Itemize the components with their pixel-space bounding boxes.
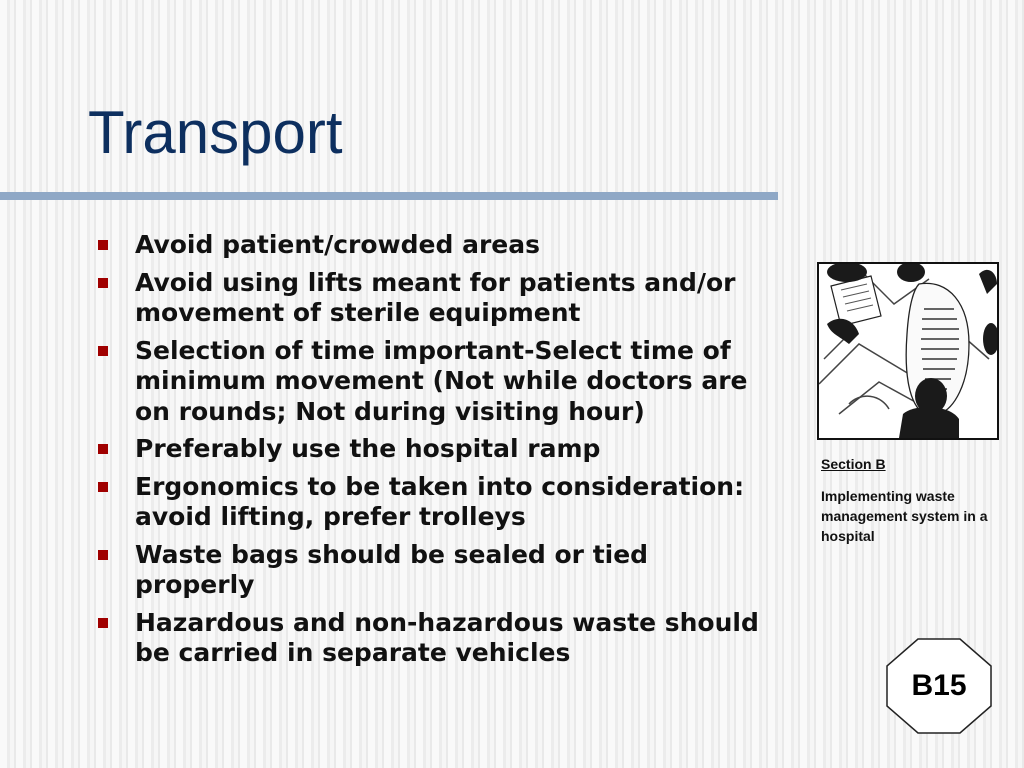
section-description: Implementing waste management system in a hospital — [821, 488, 988, 544]
list-item — [95, 540, 775, 601]
bullet-marker-icon — [98, 550, 108, 560]
bullet-text: Preferably use the hospital ramp — [135, 434, 601, 463]
bullet-list — [95, 230, 775, 676]
title-divider — [0, 192, 778, 200]
section-label: Section B — [821, 456, 886, 472]
slide-title: Transport — [88, 99, 343, 166]
list-item — [95, 608, 775, 669]
bullet-marker-icon — [98, 444, 108, 454]
bullet-text: Avoid patient/crowded areas — [135, 230, 540, 259]
floor-plan-illustration-icon — [817, 262, 999, 440]
badge-label: B15 — [911, 669, 967, 702]
bullet-marker-icon — [98, 346, 108, 356]
list-item — [95, 230, 775, 261]
bullet-text: Selection of time important-Select time of minimum movement (Not while doctors are on rounds; Not during visiting hour) — [135, 335, 748, 426]
bullet-marker-icon — [98, 482, 108, 492]
bullet-marker-icon — [98, 618, 108, 628]
bullet-marker-icon — [98, 278, 108, 288]
slide-number-badge — [886, 638, 992, 734]
list-item — [95, 434, 775, 465]
bullet-text: Waste bags should be sealed or tied properly — [135, 539, 649, 599]
bullet-marker-icon — [98, 240, 108, 250]
list-item — [95, 336, 775, 428]
list-item — [95, 472, 775, 533]
bullet-text: Avoid using lifts meant for patients and/or movement of sterile equipment — [135, 267, 736, 327]
bullet-text: Ergonomics to be taken into consideration: avoid lifting, prefer trolleys — [135, 471, 745, 531]
list-item — [95, 268, 775, 329]
bullet-text: Hazardous and non-hazardous waste should be carried in separate vehicles — [135, 607, 759, 667]
